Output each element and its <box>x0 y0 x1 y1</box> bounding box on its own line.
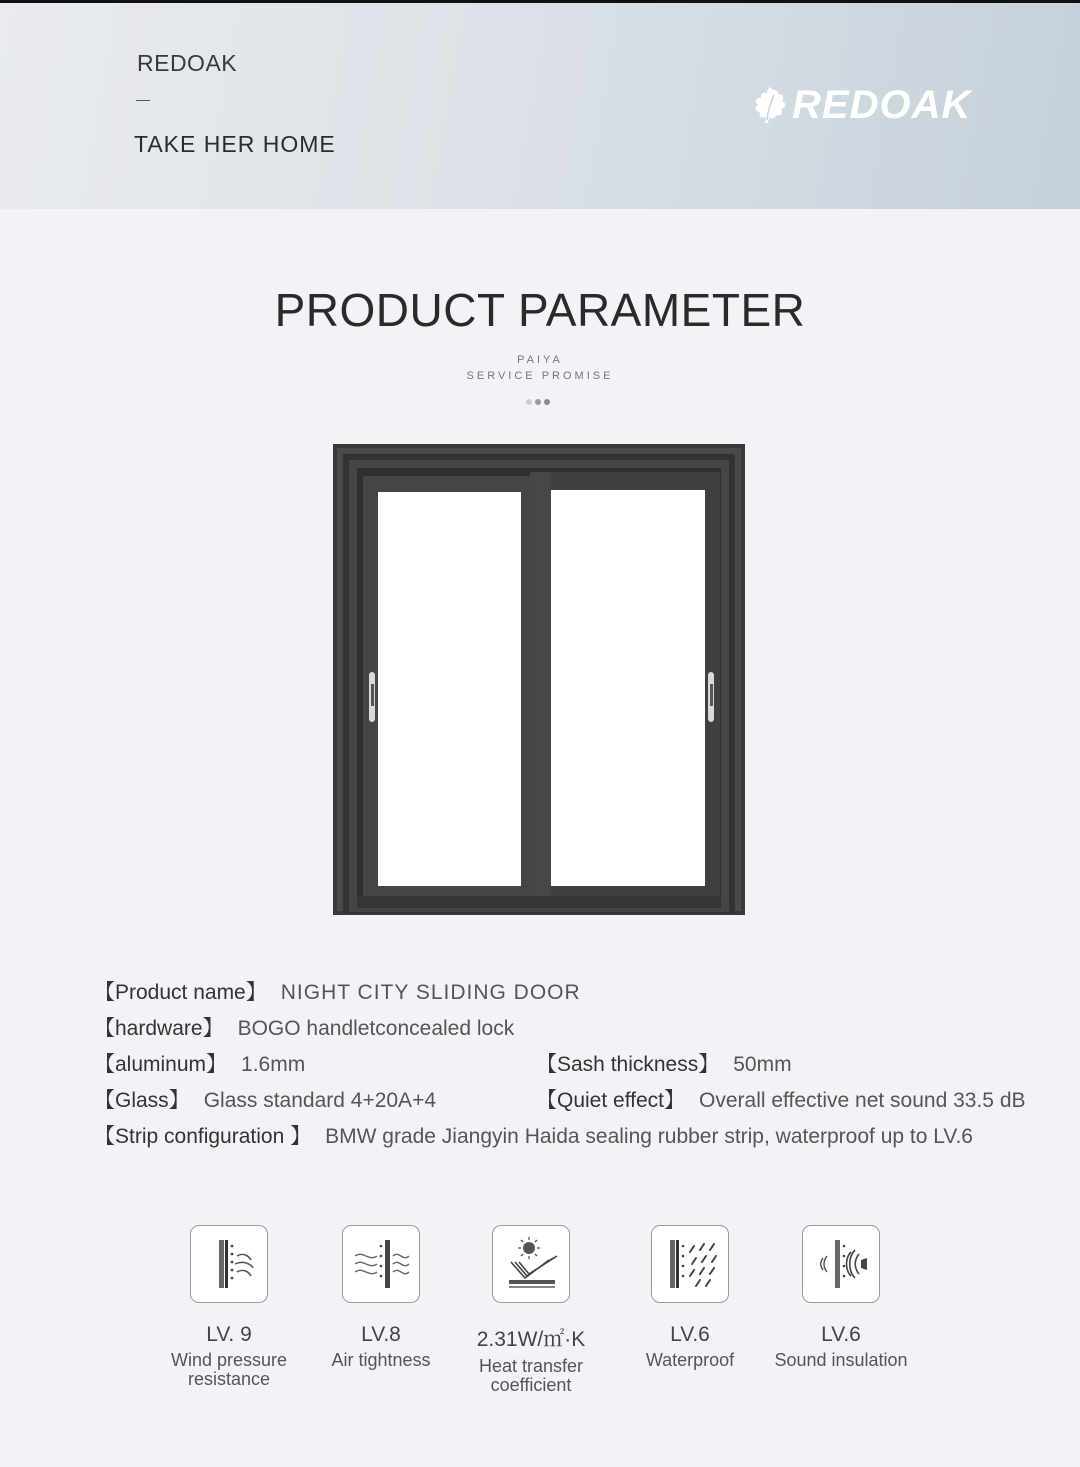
wind-pressure-icon <box>199 1234 259 1294</box>
spec-value: NIGHT CITY SLIDING DOOR <box>280 981 581 1004</box>
spec-key: 【Product name】 <box>94 981 267 1004</box>
feature-value: LV.6 <box>670 1323 710 1346</box>
decorative-dots <box>526 399 550 405</box>
dot-1 <box>526 399 532 405</box>
feature-value: LV.8 <box>361 1323 401 1346</box>
sliding-door-image <box>333 444 745 915</box>
dot-3 <box>544 399 550 405</box>
feature-heat-transfer <box>451 1225 611 1395</box>
spec-value: BOGO handletconcealed lock <box>237 1017 515 1040</box>
air-tightness-icon <box>351 1234 411 1294</box>
feature-sound-insulation <box>761 1225 921 1370</box>
oak-leaf-icon <box>752 85 788 125</box>
spec-value: BMW grade Jiangyin Haida sealing rubber strip, waterproof up to LV.6 <box>325 1125 973 1148</box>
spec-value: 1.6mm <box>241 1053 306 1076</box>
spec-key: 【Sash thickness】 <box>536 1053 720 1076</box>
spec-key: 【Quiet effect】 <box>536 1089 686 1112</box>
spec-key: 【aluminum】 <box>94 1053 228 1076</box>
spec-hardware <box>94 1012 514 1042</box>
spec-aluminum <box>94 1048 305 1078</box>
heat-transfer-icon <box>501 1234 561 1294</box>
redoak-logo <box>752 83 971 127</box>
spec-quiet-effect <box>536 1084 1026 1114</box>
feature-label: Air tightness <box>331 1350 431 1370</box>
feature-label: Wind pressure <box>170 1350 288 1370</box>
feature-wind-pressure <box>149 1225 309 1389</box>
header-tagline: TAKE HER HOME <box>134 131 336 157</box>
spec-glass <box>94 1084 436 1114</box>
spec-key: 【Strip configuration 】 <box>94 1125 312 1148</box>
feature-label: Sound insulation <box>774 1350 908 1370</box>
logo-text: REDOAK <box>792 83 972 127</box>
spec-value: Glass standard 4+20A+4 <box>203 1089 437 1112</box>
spec-key: 【Glass】 <box>94 1089 190 1112</box>
feature-value: 2.31W/㎡·K <box>476 1328 586 1351</box>
section-subtitle-promise: SERVICE PROMISE <box>466 370 614 382</box>
spec-value: 50mm <box>733 1053 792 1076</box>
feature-label-line2: resistance <box>187 1369 271 1389</box>
waterproof-icon <box>660 1234 720 1294</box>
spec-product-name <box>94 976 581 1006</box>
header-dash <box>136 100 150 101</box>
feature-label-line2: coefficient <box>490 1375 572 1395</box>
section-subtitle-brand: PAIYA <box>517 354 563 366</box>
feature-waterproof <box>610 1225 770 1370</box>
brand-name: REDOAK <box>137 50 238 76</box>
feature-value: LV. 9 <box>206 1323 252 1346</box>
section-title: PRODUCT PARAMETER <box>274 284 806 336</box>
spec-key: 【hardware】 <box>94 1017 224 1040</box>
feature-label: Waterproof <box>645 1350 735 1370</box>
feature-value: LV.6 <box>821 1323 861 1346</box>
spec-strip-configuration <box>94 1120 973 1150</box>
spec-value: Overall effective net sound 33.5 dB <box>699 1089 1026 1112</box>
header-banner <box>0 3 1080 209</box>
dot-2 <box>535 399 541 405</box>
feature-air-tightness <box>301 1225 461 1370</box>
sound-insulation-icon <box>811 1234 871 1294</box>
feature-label: Heat transfer <box>478 1356 584 1376</box>
spec-sash-thickness <box>536 1048 792 1078</box>
